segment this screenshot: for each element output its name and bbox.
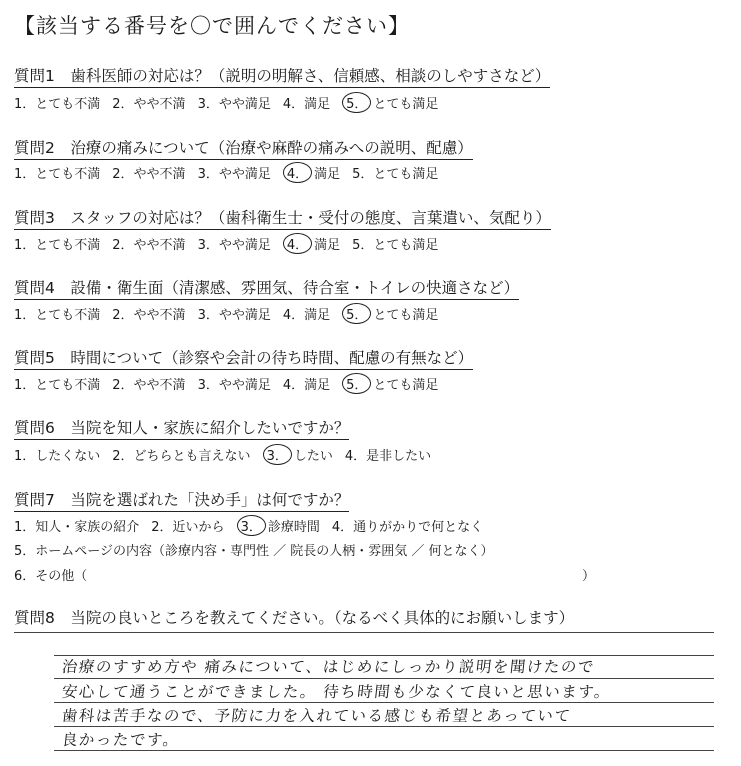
option-1: 1．とても不満: [14, 238, 101, 253]
option-2: 2．やや不満: [112, 378, 186, 393]
question-6-title: [14, 416, 349, 440]
question-7-other: 6．その他（: [14, 569, 88, 584]
question-7-title: [14, 488, 349, 512]
handwritten-answer-line: 安心して通うことができました。 待ち時間も少なくて良いと思います。: [60, 683, 613, 701]
question-label: 質問5: [14, 349, 55, 367]
option-1: 1．とても不満: [14, 378, 101, 393]
answer-rule: [54, 678, 714, 679]
question-label: 質問4: [14, 279, 55, 297]
question-2-options: [14, 162, 450, 183]
option-4: 4．満足: [282, 308, 331, 323]
question-label: 質問1: [14, 67, 55, 85]
option-4: 4．満足: [282, 378, 331, 393]
selected-circle: 5．: [342, 92, 371, 113]
option-3: 3． したい: [263, 449, 333, 464]
answer-rule: [54, 726, 714, 727]
question-3-options: [14, 233, 450, 254]
option-5: 5．とても満足: [352, 238, 439, 253]
option-1: 1．とても不満: [14, 97, 101, 112]
option-2: 2．やや不満: [112, 308, 186, 323]
question-2-title: [14, 136, 473, 160]
question-text: 設備・衛生面（清潔感、雰囲気、待合室・トイレの快適さなど）: [70, 279, 520, 297]
question-5-options: [14, 373, 450, 394]
option-5: 5．とても満足: [352, 167, 439, 182]
option-5: 5． とても満足: [342, 378, 438, 393]
option-3: 3．やや満足: [197, 308, 271, 323]
option-3: 3． 診療時間: [237, 520, 320, 535]
answer-rule: [54, 702, 714, 703]
option-3: 3．やや満足: [197, 97, 271, 112]
option-2: 2．やや不満: [112, 238, 186, 253]
handwritten-answer-line: 治療のすすめ方や 痛みについて、はじめにしっかり説明を聞けたので: [60, 658, 596, 676]
question-label: 質問6: [14, 419, 55, 437]
handwritten-answer-line: 歯科は苦手なので、予防に力を入れている感じも希望とあっていて: [60, 707, 573, 725]
handwritten-answer-line: 良かったです。: [60, 731, 181, 749]
option-2: 2．やや不満: [112, 167, 186, 182]
question-text: 歯科医師の対応は？（説明の明解さ、信頼感、相談のしやすさなど）: [70, 67, 551, 85]
question-text: スタッフの対応は？（歯科衛生士・受付の態度、言葉遣い、気配り）: [70, 209, 551, 227]
question-text: 当院を知人・家族に紹介したいですか？: [70, 419, 350, 437]
option-4: 4．是非したい: [344, 449, 432, 464]
question-3-title: [14, 206, 551, 230]
question-5-title: [14, 346, 473, 370]
question-text: 当院の良いところを教えてください。（なるべく具体的にお願いします）: [70, 609, 575, 627]
option-1: 1．知人・家族の紹介: [14, 520, 140, 535]
question-6-options: [14, 444, 443, 465]
question-1-title: [14, 64, 550, 88]
option-2: 2．やや不満: [112, 97, 186, 112]
selected-circle: 3．: [263, 444, 292, 465]
option-4: 4． 満足: [283, 238, 340, 253]
question-label: 質問3: [14, 209, 55, 227]
question-8-title: [14, 606, 574, 628]
selected-circle: 5．: [342, 373, 371, 394]
question-7-other-close: ）: [582, 569, 596, 584]
page-title: 【該当する番号を〇で囲んでください】: [14, 14, 410, 38]
question-4-options: [14, 303, 450, 324]
option-3: 3．やや満足: [197, 167, 271, 182]
question-4-title: [14, 276, 519, 300]
answer-rule: [14, 632, 714, 633]
question-text: 時間について（診察や会計の待ち時間、配慮の有無など）: [70, 349, 474, 367]
question-text: 治療の痛みについて（治療や麻酔の痛みへの説明、配慮）: [70, 139, 473, 157]
option-5: 5． とても満足: [342, 308, 438, 323]
option-4: 4．通りがかりで何となく: [331, 520, 484, 535]
option-3: 3．やや満足: [197, 378, 271, 393]
option-4: 4． 満足: [283, 167, 340, 182]
option-1: 1．したくない: [14, 449, 101, 464]
option-4: 4．満足: [282, 97, 331, 112]
answer-rule: [54, 750, 714, 751]
option-1: 1．とても不満: [14, 167, 101, 182]
question-1-options: [14, 92, 450, 113]
question-label: 質問8: [14, 609, 55, 627]
selected-circle: 3．: [237, 515, 266, 536]
selected-circle: 4．: [283, 162, 312, 183]
option-2: 2．どちらとも言えない: [112, 449, 251, 464]
question-7-options-row2: 5．ホームページの内容（診療内容・専門性 ／ 院長の人柄・雰囲気 ／ 何となく）: [14, 544, 494, 559]
option-1: 1．とても不満: [14, 308, 101, 323]
option-2: 2．近いから: [151, 520, 225, 535]
selected-circle: 4．: [283, 233, 312, 254]
question-text: 当院を選ばれた「決め手」は何ですか？: [70, 491, 350, 509]
selected-circle: 5．: [342, 303, 371, 324]
option-5: 5． とても満足: [342, 97, 438, 112]
question-label: 質問2: [14, 139, 55, 157]
question-label: 質問7: [14, 491, 55, 509]
question-7-options-row1: [14, 515, 495, 536]
option-3: 3．やや満足: [197, 238, 271, 253]
